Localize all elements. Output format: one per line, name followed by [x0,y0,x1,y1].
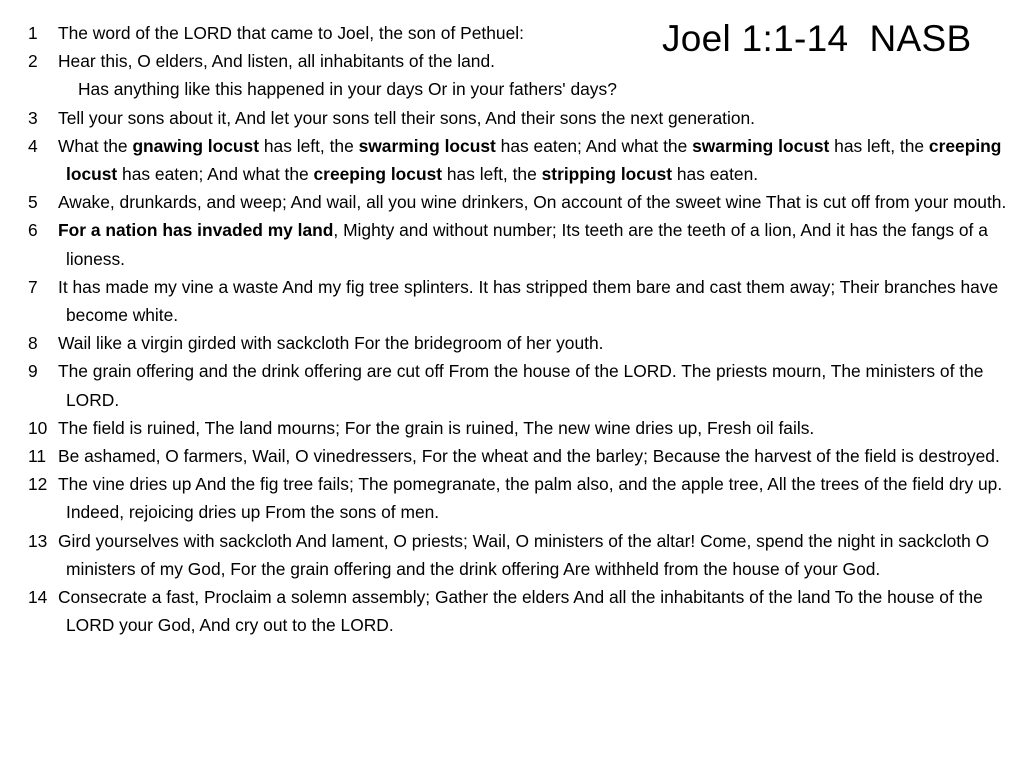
verse-text: Awake, drunkards, and weep; And wail, all you wine drinkers, On account of the sweet wine That is cut off from your mouth. [58,192,1007,213]
verse-12 [28,470,1018,526]
verse-7 [28,273,1018,329]
slide-title: Joel 1:1-14 NASB [662,18,972,59]
verse-2-continuation: Has anything like this happened in your days Or in your fathers' days? [78,79,617,100]
verse-text: , Mighty and without number; Its teeth are the teeth of a lion, And it has the fangs of a lioness. [66,220,988,269]
verse-2 [28,47,686,75]
verse-4 [28,132,1018,188]
verse-3 [28,104,1018,132]
verse-number: 5 [28,192,38,213]
verse-10 [28,414,1018,442]
verse-number: 12 [28,474,48,495]
verse-number: 8 [28,333,38,354]
locust-term: swarming locust [692,135,830,156]
verse-text: Gird yourselves with sackcloth And lament, O priests; Wail, O ministers of the altar! Come, spend the night in sackcloth O ministers of my God, For the grain offering and the drink offering Are withheld from the house of your God. [58,530,990,579]
verse-number: 10 [28,417,48,438]
locust-term: swarming locust [358,135,496,156]
verse-text: Hear this, O elders, And listen, all inhabitants of the land. [58,51,495,72]
verse-8 [28,329,1018,357]
verse-5 [28,188,1018,216]
emphasized-phrase: For a nation has invaded my land [58,220,334,241]
verse-number: 6 [28,220,38,241]
verse-number: 11 [28,446,47,467]
verse-text: has left, the [442,164,542,185]
verse-text: has eaten; And what the [495,135,693,156]
verse-text: The word of the LORD that came to Joel, the son of Pethuel: [58,23,524,43]
verse-list [28,19,1018,639]
verse-text: The vine dries up And the fig tree fails; The pomegranate, the palm also, and the apple tree, All the trees of the field dry up. Indeed, rejoicing dries up From the sons of men. [58,474,1003,523]
locust-term: stripping locust [541,164,673,185]
verse-11 [28,442,1018,470]
verse-text: has eaten; And what the [117,164,314,185]
verse-number: 14 [28,587,48,608]
verse-text: The grain offering and the drink offering are cut off From the house of the LORD. The priests mourn, The ministers of the LORD. [58,361,984,410]
verse-number: 4 [28,135,38,156]
verse-number: 13 [28,530,48,551]
locust-term: creeping locust [66,135,1002,185]
verse-text: Tell your sons about it, And let your sons tell their sons, And their sons the next generation. [58,107,755,128]
verse-text: The field is ruined, The land mourns; For the grain is ruined, The new wine dries up, Fresh oil fails. [58,417,815,438]
verse-6 [28,216,1018,272]
verse-text: It has made my vine a waste And my fig tree splinters. It has stripped them bare and cast them away; Their branches have become white. [58,276,999,326]
verse-number: 3 [28,107,38,128]
verse-text: Wail like a virgin girded with sackcloth For the bridegroom of her youth. [58,333,604,354]
verse-text: Be ashamed, O farmers, Wail, O vinedressers, For the wheat and the barley; Because the harvest of the field is destroyed. [58,446,1000,467]
verse-text: has left, the [259,135,359,156]
verse-number: 9 [28,361,38,382]
verse-9 [28,357,1018,413]
verse-text: What the [58,135,133,156]
locust-term: gnawing locust [132,135,260,156]
verse-13 [28,527,1018,583]
locust-term: creeping locust [313,164,443,185]
verse-text: has eaten. [672,164,759,185]
verse-number: 7 [28,276,38,297]
verse-number: 2 [28,51,38,72]
verse-1 [28,19,686,47]
verse-14 [28,583,1018,639]
verse-text: Consecrate a fast, Proclaim a solemn assembly; Gather the elders And all the inhabitants of the land To the house of the LORD your God, And cry out to the LORD. [58,587,983,636]
verse-text: has left, the [829,135,929,156]
verse-number: 1 [28,23,38,43]
